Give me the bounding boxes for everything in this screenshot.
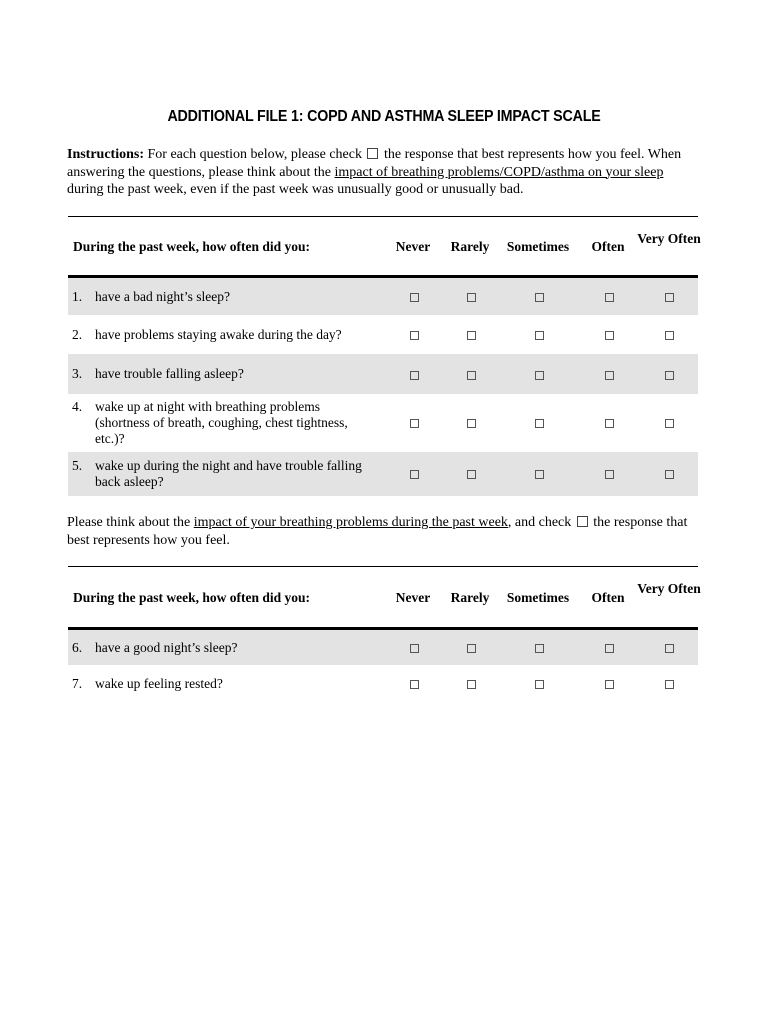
often-checkbox[interactable]: [605, 470, 614, 479]
instructions-label: Instructions:: [67, 147, 145, 162]
second-instructions-paragraph: [67, 514, 697, 549]
table-row: [68, 278, 698, 315]
never-checkbox[interactable]: [410, 331, 419, 340]
row-question: wake up at night with breathing problems (shortness of breath, coughing, chest tightness, etc.)?: [95, 399, 348, 446]
never-checkbox[interactable]: [410, 371, 419, 380]
table1-header-never: Never: [395, 239, 431, 254]
row-number: 3.: [72, 366, 83, 381]
sometimes-checkbox[interactable]: [535, 371, 544, 380]
row-number: 6.: [72, 640, 83, 655]
table2-top-rule: [68, 566, 698, 567]
table-row: [68, 452, 698, 496]
rarely-checkbox[interactable]: [467, 419, 476, 428]
rarely-checkbox[interactable]: [467, 371, 476, 380]
row-number: 5.: [72, 458, 83, 473]
often-checkbox[interactable]: [605, 331, 614, 340]
rarely-checkbox[interactable]: [467, 331, 476, 340]
sometimes-checkbox[interactable]: [535, 680, 544, 689]
row-question: wake up during the night and have trouble falling back asleep?: [95, 458, 362, 489]
often-checkbox[interactable]: [605, 293, 614, 302]
second-instruction-underlined: impact of your breathing problems during the past week: [193, 515, 508, 530]
row-question: have a good night’s sleep?: [95, 640, 238, 655]
second-instruction-text-a: Please think about the: [67, 515, 194, 530]
row-number: 4.: [72, 399, 83, 414]
sometimes-checkbox[interactable]: [535, 293, 544, 302]
table-row: [68, 354, 698, 394]
very-often-checkbox[interactable]: [665, 293, 674, 302]
second-instruction-text-c: the response that best represents how you feel.: [67, 515, 688, 548]
sometimes-checkbox[interactable]: [535, 419, 544, 428]
never-checkbox[interactable]: [410, 470, 419, 479]
table-row: [68, 394, 698, 452]
row-question: wake up feeling rested?: [95, 676, 223, 691]
sometimes-checkbox[interactable]: [535, 470, 544, 479]
rarely-checkbox[interactable]: [467, 293, 476, 302]
table2-header-never: Never: [395, 590, 431, 605]
checkbox-glyph-icon: [367, 148, 378, 159]
table-row: [68, 630, 698, 665]
row-question: have a bad night’s sleep?: [95, 289, 230, 304]
page-title: ADDITIONAL FILE 1: COPD AND ASTHMA SLEEP IMPACT SCALE: [167, 108, 601, 125]
rarely-checkbox[interactable]: [467, 470, 476, 479]
table1-top-rule: [68, 216, 698, 217]
row-question: have trouble falling asleep?: [95, 366, 244, 381]
very-often-checkbox[interactable]: [665, 331, 674, 340]
table-row: [68, 665, 698, 701]
table1-header-very-often: Very Often: [637, 231, 701, 246]
second-instruction-text-b: , and check: [507, 515, 575, 530]
never-checkbox[interactable]: [410, 293, 419, 302]
row-number: 2.: [72, 327, 83, 342]
very-often-checkbox[interactable]: [665, 644, 674, 653]
rarely-checkbox[interactable]: [467, 644, 476, 653]
sometimes-checkbox[interactable]: [535, 644, 544, 653]
checkbox-glyph-icon: [577, 516, 588, 527]
often-checkbox[interactable]: [605, 680, 614, 689]
table1-header-question: During the past week, how often did you:: [73, 239, 311, 254]
often-checkbox[interactable]: [605, 419, 614, 428]
table2-header-question: During the past week, how often did you:: [73, 590, 311, 605]
very-often-checkbox[interactable]: [665, 680, 674, 689]
instructions-text-b: the response that best represents how you feel. When answering the questions, please think about the: [67, 147, 682, 180]
table1-header-sometimes: Sometimes: [506, 239, 570, 254]
very-often-checkbox[interactable]: [665, 470, 674, 479]
table2-header-sometimes: Sometimes: [506, 590, 570, 605]
table2-header-often: Often: [591, 590, 625, 605]
instructions-paragraph: [67, 146, 697, 199]
often-checkbox[interactable]: [605, 644, 614, 653]
table2-header-rarely: Rarely: [450, 590, 490, 605]
never-checkbox[interactable]: [410, 644, 419, 653]
often-checkbox[interactable]: [605, 371, 614, 380]
instructions-text-a: For each question below, please check: [144, 147, 366, 162]
table1-header-often: Often: [591, 239, 625, 254]
very-often-checkbox[interactable]: [665, 371, 674, 380]
instructions-underlined: impact of breathing problems/COPD/asthma on your sleep: [334, 164, 664, 180]
instructions-text-c: during the past week, even if the past week was unusually good or unusually bad.: [67, 182, 524, 197]
row-number: 7.: [72, 676, 83, 691]
table2-header-very-often: Very Often: [637, 581, 701, 596]
row-question: have problems staying awake during the day?: [95, 327, 342, 342]
table1-header-rarely: Rarely: [450, 239, 490, 254]
row-number: 1.: [72, 289, 83, 304]
rarely-checkbox[interactable]: [467, 680, 476, 689]
table-row: [68, 315, 698, 354]
very-often-checkbox[interactable]: [665, 419, 674, 428]
never-checkbox[interactable]: [410, 680, 419, 689]
never-checkbox[interactable]: [410, 419, 419, 428]
sometimes-checkbox[interactable]: [535, 331, 544, 340]
